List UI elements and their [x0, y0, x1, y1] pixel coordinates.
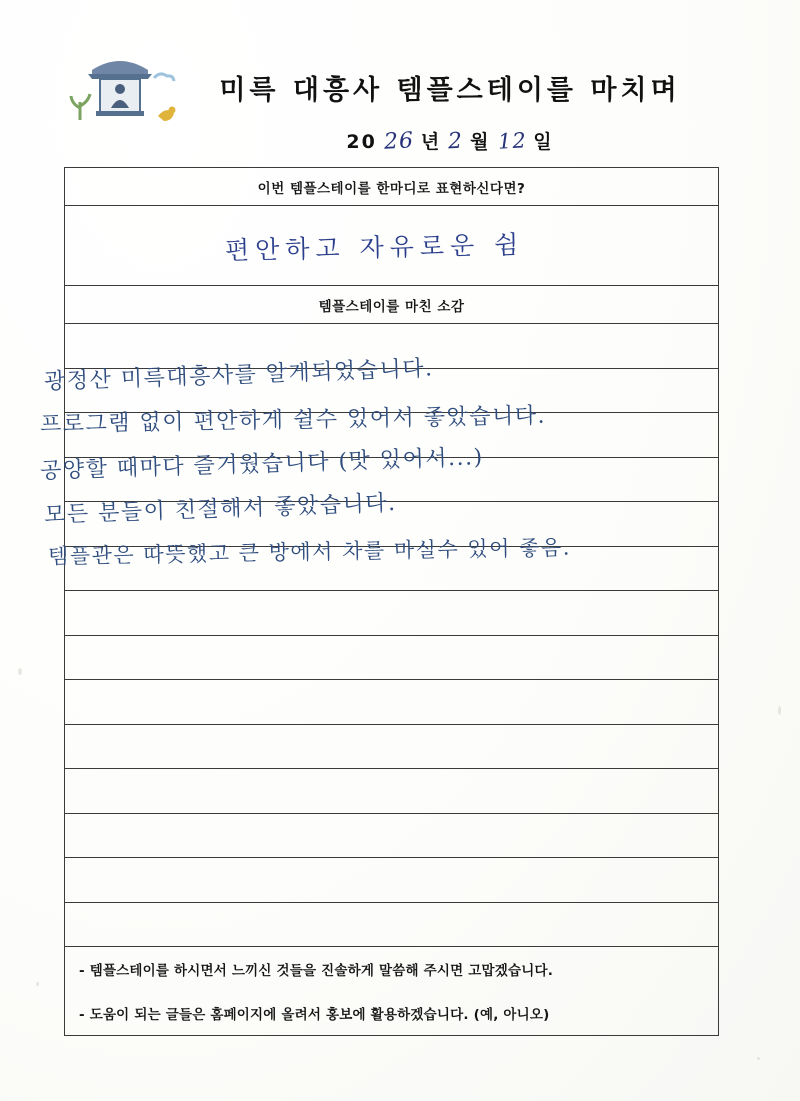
scan-speck — [778, 706, 781, 715]
answer-line-11[interactable] — [65, 769, 718, 814]
sogam-handwriting-line-2: 프로그램 없이 편안하게 쉴수 있어서 좋았습니다. — [39, 403, 547, 438]
sogam-handwriting-line-1: 광정산 미륵대흥사를 알게되었습니다. — [43, 356, 434, 395]
answer-line-13[interactable] — [65, 858, 718, 903]
date-month-label: 월 — [470, 131, 491, 153]
sogam-handwriting-line-5: 템플관은 따뜻했고 큰 방에서 차를 마실수 있어 좋음. — [47, 535, 572, 569]
scan-speck — [18, 668, 22, 675]
date-year-value: 26 — [383, 128, 415, 155]
date-month-value: 2 — [447, 128, 464, 155]
note-line-1: - 템플스테이를 하시면서 느끼신 것들을 진솔하게 말씀해 주시면 고맙겠습니다. — [79, 963, 554, 979]
date-line — [190, 127, 710, 161]
answer-line-12[interactable] — [65, 814, 718, 859]
answer-line-10[interactable] — [65, 725, 718, 770]
answer-one-handwriting: 편안하고 자유로운 쉼 — [224, 229, 525, 266]
sogam-handwriting-line-3: 공양할 때마다 즐거웠습니다 (맛 있어서...) — [39, 445, 485, 484]
scan-speck — [36, 982, 39, 986]
answer-line-7[interactable] — [65, 591, 718, 636]
scan-speck — [757, 1057, 760, 1060]
question-two-label: 템플스테이를 마친 소감 — [65, 286, 718, 324]
temple-logo-icon — [62, 48, 182, 126]
page-title: 미륵 대흥사 템플스테이를 마치며 — [219, 75, 681, 106]
answer-one-field[interactable] — [65, 206, 718, 286]
date-year-prefix: 20 — [346, 131, 377, 153]
answer-line-14[interactable] — [65, 903, 718, 948]
date-year-label: 년 — [420, 131, 442, 153]
note-line-2: - 도움이 되는 글들은 홈페이지에 올려서 홍보에 활용하겠습니다. (예, 아니오) — [79, 1007, 550, 1023]
answer-line-9[interactable] — [65, 680, 718, 725]
feedback-form — [64, 167, 719, 1036]
answer-line-8[interactable] — [65, 636, 718, 681]
question-one-label: 이번 템플스테이를 한마디로 표현하신다면? — [65, 168, 718, 206]
sogam-handwriting-line-4: 모든 분들이 친절해서 좋았습니다. — [43, 490, 397, 529]
date-day-label: 일 — [533, 131, 554, 153]
date-day-value: 12 — [496, 128, 527, 154]
